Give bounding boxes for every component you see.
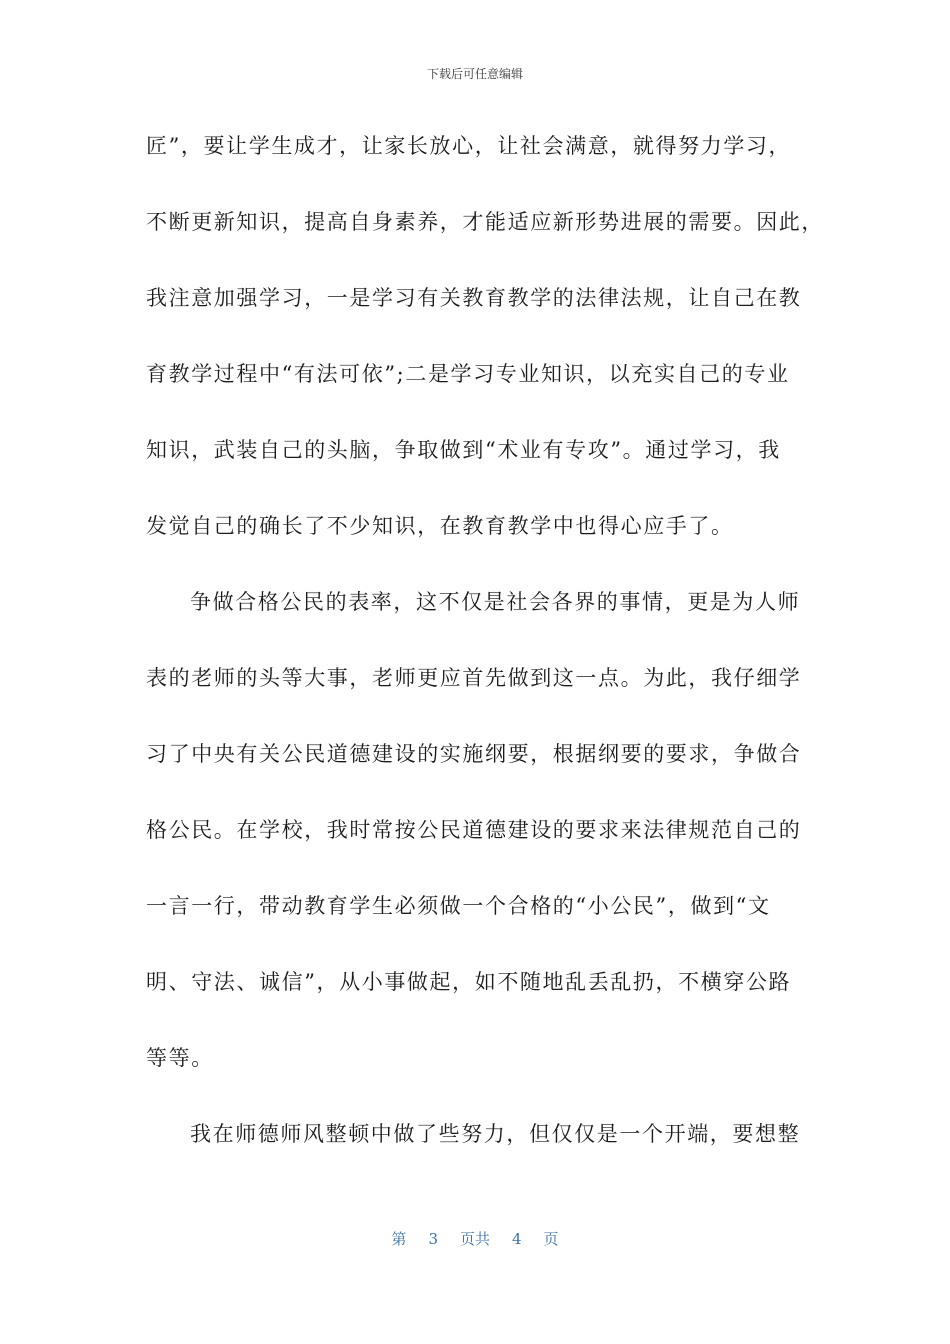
text-line: 匠”，要让学生成才，让家长放心，让社会满意，就得努力学习，	[146, 134, 792, 158]
page-prefix: 第	[391, 1230, 407, 1248]
text-line: 习了中央有关公民道德建设的实施纲要，根据纲要的要求，争做合	[146, 742, 802, 766]
page-header: 下载后可任意编辑	[426, 67, 523, 81]
text-line: 格公民。在学校，我时常按公民道德建设的要求来法律规范自己的	[146, 818, 802, 842]
text-line: 等等。	[146, 1046, 214, 1070]
text-line: 明、守法、诚信”，从小事做起，如不随地乱丢乱扔，不横穿公路	[146, 970, 792, 994]
paragraph-start-line: 争做合格公民的表率，这不仅是社会各界的事情，更是为人师	[190, 590, 801, 614]
text-line: 发觉自己的确长了不少知识，在教育教学中也得心应手了。	[146, 514, 734, 538]
text-line: 表的老师的头等大事，老师更应首先做到这一点。为此，我仔细学	[146, 666, 802, 690]
paragraph-start-line: 我在师德师风整顿中做了些努力，但仅仅是一个开端，要想整	[190, 1122, 801, 1146]
document-body	[146, 124, 824, 1188]
text-line: 育教学过程中“有法可依”;二是学习专业知识，以充实自己的专业	[146, 362, 790, 386]
current-page-number: 3	[428, 1230, 438, 1248]
text-line: 我注意加强学习，一是学习有关教育教学的法律法规，让自己在教	[146, 286, 802, 310]
page-middle: 页共	[459, 1230, 490, 1248]
text-line: 不断更新知识，提高自身素养，才能适应新形势进展的需要。因此，	[146, 210, 824, 234]
text-line: 一言一行，带动教育学生必须做一个合格的“小公民”，做到“文	[146, 894, 771, 918]
total-page-number: 4	[512, 1230, 522, 1248]
page-footer	[0, 1229, 950, 1249]
page-suffix: 页	[543, 1230, 559, 1248]
text-line: 知识，武装自己的头脑，争取做到“术业有专攻”。通过学习，我	[146, 438, 781, 462]
